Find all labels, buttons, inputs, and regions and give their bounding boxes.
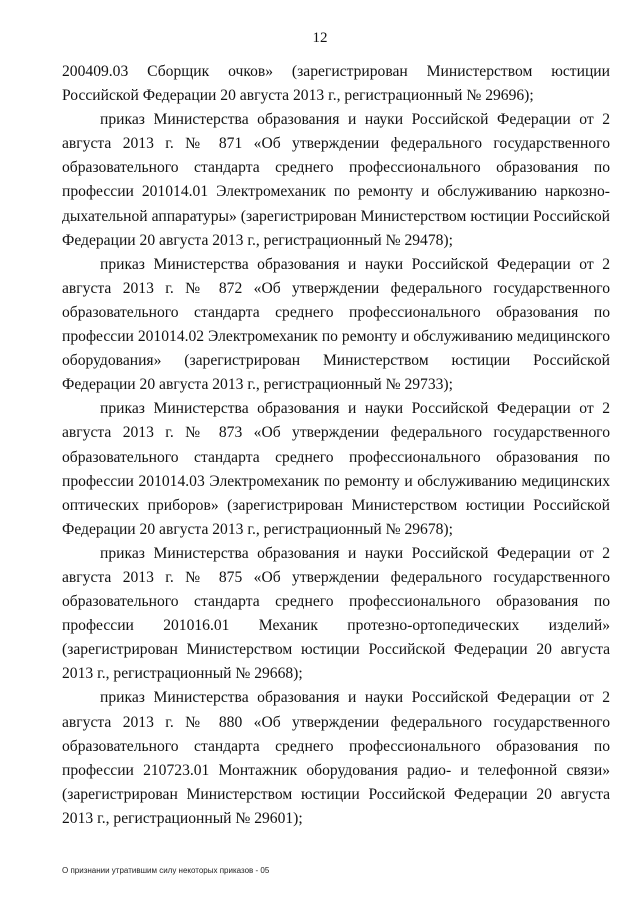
paragraph-order-871: приказ Министерства образования и науки Российской Федерации от 2 августа 2013 г. № 871 «Об утверждении федерального государственного образовательного стандарта среднего профессионального образования по профессии 201014.01 Электромеханик по ремонту и обслуживанию наркозно-дыхательной аппаратуры» (зарегистрирован Министерством юстиции Российской Федерации 20 августа 2013 г., регистрационный № 29478);: [62, 111, 610, 249]
paragraph-continuation: 200409.03 Сборщик очков» (зарегистрирован Министерством юстиции Российской Федерации 20 августа 2013 г., регистрационный № 29696);: [62, 63, 610, 105]
document-body: [62, 60, 610, 831]
paragraph-order-880: приказ Министерства образования и науки Российской Федерации от 2 августа 2013 г. № 880 «Об утверждении федерального государственного образовательного стандарта среднего профессионального образования по профессии 210723.01 Монтажник оборудования радио- и телефонной связи» (зарегистрирован Министерством юстиции Российской Федерации 20 августа 2013 г., регистрационный № 29601);: [62, 689, 610, 827]
paragraph-order-872: приказ Министерства образования и науки Российской Федерации от 2 августа 2013 г. № 872 «Об утверждении федерального государственного образовательного стандарта среднего профессионального образования по профессии 201014.02 Электромеханик по ремонту и обслуживанию медицинского оборудования» (зарегистрирован Министерством юстиции Российской Федерации 20 августа 2013 г., регистрационный № 29733);: [62, 255, 610, 394]
document-footer: О признании утратившим силу некоторых приказов - 05: [62, 866, 270, 875]
paragraph-order-875: приказ Министерства образования и науки Российской Федерации от 2 августа 2013 г. № 875 «Об утверждении федерального государственного образовательного стандарта среднего профессионального образования по профессии 201016.01 Механик протезно-ортопедических изделий» (зарегистрирован Министерством юстиции Российской Федерации 20 августа 2013 г., регистрационный № 29668);: [62, 544, 610, 683]
paragraph-order-873: приказ Министерства образования и науки Российской Федерации от 2 августа 2013 г. № 873 «Об утверждении федерального государственного образовательного стандарта среднего профессионального образования по профессии 201014.03 Электромеханик по ремонту и обслуживанию медицинских оптических приборов» (зарегистрирован Министерством юстиции Российской Федерации 20 августа 2013 г., регистрационный № 29678);: [62, 400, 610, 538]
page-number: 12: [312, 30, 328, 46]
